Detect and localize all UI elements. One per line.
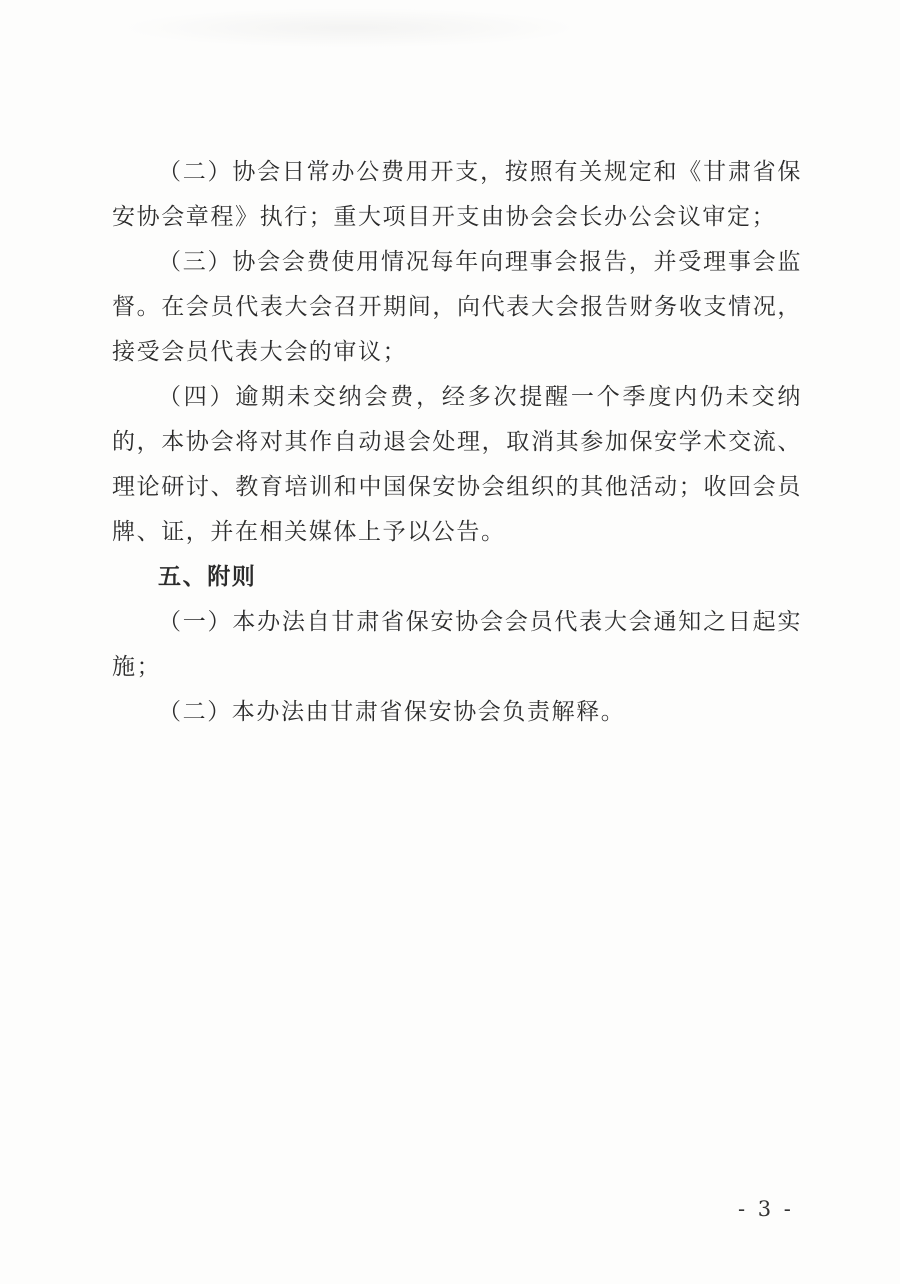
document-body <box>112 150 802 735</box>
paragraph-effective-date: （一）本办法自甘肃省保安协会会员代表大会通知之日起实施； <box>112 609 802 680</box>
page-number: - 3 - <box>738 1197 794 1221</box>
paragraph-dues-usage: （三）协会会费使用情况每年向理事会报告，并受理事会监督。在会员代表大会召开期间，向代表大会报告财务收支情况，接受会员代表大会的审议； <box>112 249 802 365</box>
paragraph-office-expenses: （二）协会日常办公费用开支，按照有关规定和《甘肃省保安协会章程》执行；重大项目开支由协会会长办公会议审定； <box>112 159 802 230</box>
section-heading-supplementary: 五、附则 <box>158 564 257 590</box>
paragraph-interpretation: （二）本办法由甘肃省保安协会负责解释。 <box>158 699 626 725</box>
scan-smudge <box>120 8 580 48</box>
paragraph-overdue-dues: （四）逾期未交纳会费，经多次提醒一个季度内仍未交纳的，本协会将对其作自动退会处理，取消其参加保安学术交流、理论研讨、教育培训和中国保安协会组织的其他活动；收回会员牌、证，并在相关媒体上予以公告。 <box>112 384 802 545</box>
